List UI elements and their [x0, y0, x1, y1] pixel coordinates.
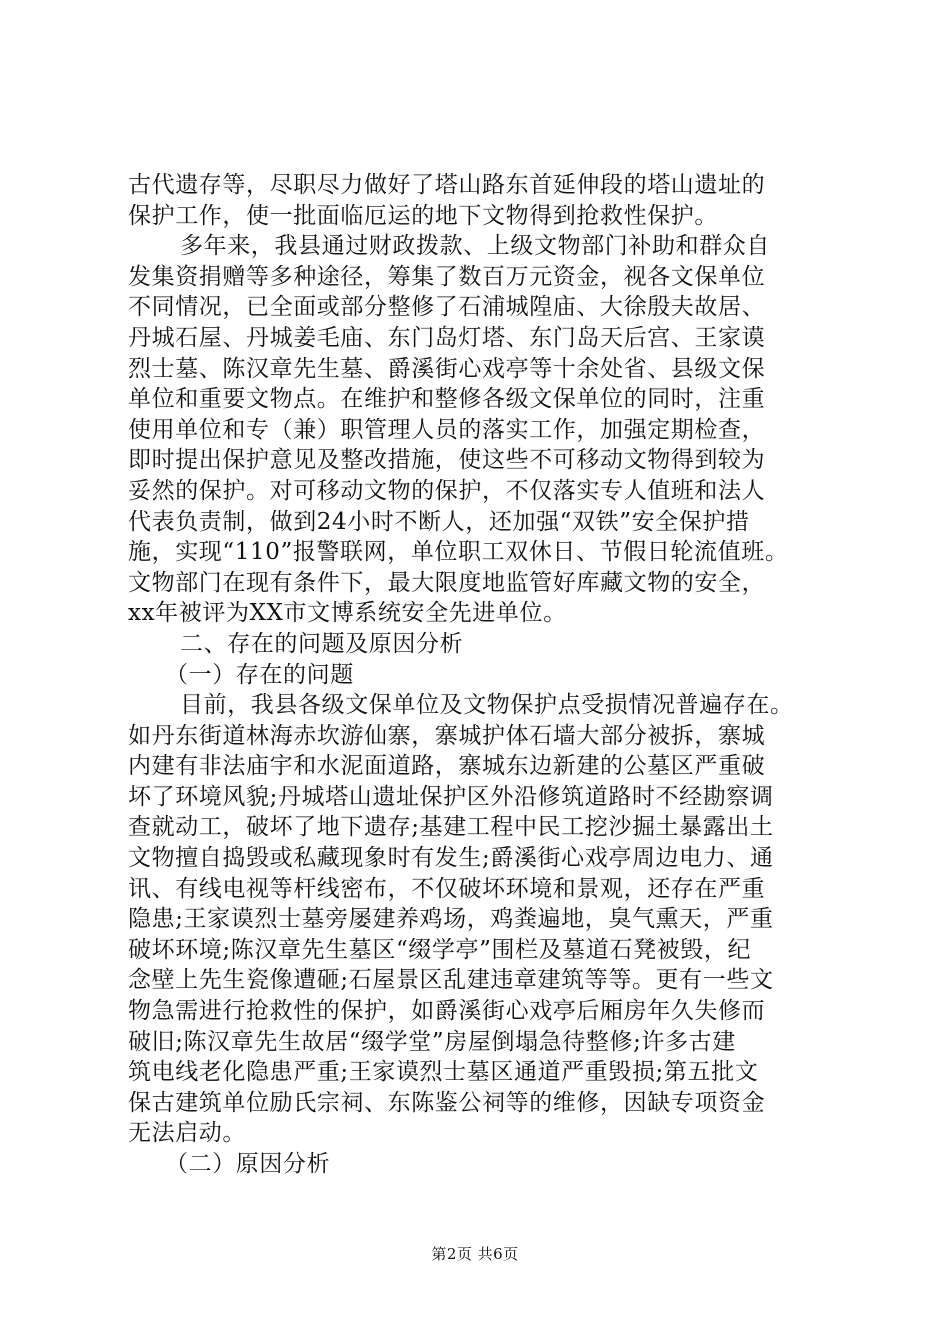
text-line: xx年被评为XX市文博系统安全先进单位。: [128, 600, 567, 627]
text-line: 隐患;王家谟烈士墓旁屡建养鸡场，鸡粪遍地，臭气熏天，严重: [128, 906, 774, 933]
subsection-heading: （二）原因分析: [165, 1151, 331, 1177]
text-line: 念壁上先生瓷像遭砸;石屋景区乱建违章建筑等等。更有一些文: [128, 967, 774, 994]
text-line: 保护工作，使一批面临厄运的地下文物得到抢救性保护。: [128, 202, 718, 229]
text-line: 单位和重要文物点。在维护和整修各级文保单位的同时，注重: [128, 386, 766, 413]
page-number-label: 第2页 共6页: [431, 1245, 519, 1263]
text-line: 烈士墓、陈汉章先生墓、爵溪街心戏亭等十余处省、县级文保: [128, 355, 766, 382]
text-line: 使用单位和专（兼）职管理人员的落实工作，加强定期检查，: [128, 416, 766, 443]
document-body: [128, 170, 848, 1180]
text-line: 如丹东街道林海赤坎游仙寨，寨城护体石墙大部分被拆，寨城: [128, 722, 766, 749]
text-line: 即时提出保护意见及整改措施，使这些不可移动文物得到较为: [128, 447, 766, 474]
text-line: 古代遗存等，尽职尽力做好了塔山路东首延伸段的塔山遗址的: [128, 172, 766, 198]
text-line: 丹城石屋、丹城姜毛庙、东门岛灯塔、东门岛天后宫、王家谟: [128, 324, 766, 351]
text-line: 无法启动。: [128, 1120, 246, 1147]
paragraph-start-line: 目前，我县各级文保单位及文物保护点受损情况普遍存在。: [180, 692, 794, 719]
text-line: 内建有非法庙宇和水泥面道路，寨城东边新建的公墓区严重破: [128, 753, 766, 780]
text-line: 妥然的保护。对可移动文物的保护，不仅落实专人值班和法人: [128, 477, 766, 504]
text-line: 不同情况，已全面或部分整修了石浦城隍庙、大徐殷夫故居、: [128, 294, 766, 321]
text-line: 破旧;陈汉章先生故居“缀学堂”房屋倒塌急待整修;许多古建: [128, 1028, 736, 1055]
text-line: 代表负责制，做到24小时不断人，还加强“双铁”安全保护措: [128, 508, 750, 535]
text-line: 施，实现“110”报警联网，单位职工双休日、节假日轮流值班。: [128, 539, 789, 566]
text-line: 保古建筑单位励氏宗祠、东陈鉴公祠等的维修，因缺专项资金: [128, 1089, 766, 1116]
text-line: 讯、有线电视等杆线密布，不仅破坏环境和景观，还存在严重: [128, 875, 766, 902]
subsection-heading: （一）存在的问题: [165, 661, 354, 688]
text-line: 发集资捐赠等多种途径，筹集了数百万元资金，视各文保单位: [128, 263, 766, 290]
text-line: 查就动工，破坏了地下遗存;基建工程中民工挖沙掘土暴露出土: [128, 814, 774, 841]
section-heading: 二、存在的问题及原因分析: [180, 630, 464, 657]
text-line: 坏了环境风貌;丹城塔山遗址保护区外沿修筑道路时不经勘察调: [128, 783, 774, 810]
text-line: 物急需进行抢救性的保护，如爵溪街心戏亭后厢房年久失修而: [128, 998, 766, 1025]
text-line: 破坏环境;陈汉章先生墓区“缀学亭”围栏及墓道石凳被毁，纪: [128, 936, 752, 963]
paragraph-start-line: 多年来，我县通过财政拨款、上级文物部门补助和群众自: [180, 233, 770, 260]
page-footer: [0, 1244, 950, 1264]
text-line: 文物部门在现有条件下，最大限度地监管好库藏文物的安全，: [128, 569, 766, 596]
text-line: 文物擅自捣毁或私藏现象时有发生;爵溪街心戏亭周边电力、通: [128, 845, 774, 872]
text-line: 筑电线老化隐患严重;王家谟烈士墓区通道严重毁损;第五批文: [128, 1059, 759, 1086]
